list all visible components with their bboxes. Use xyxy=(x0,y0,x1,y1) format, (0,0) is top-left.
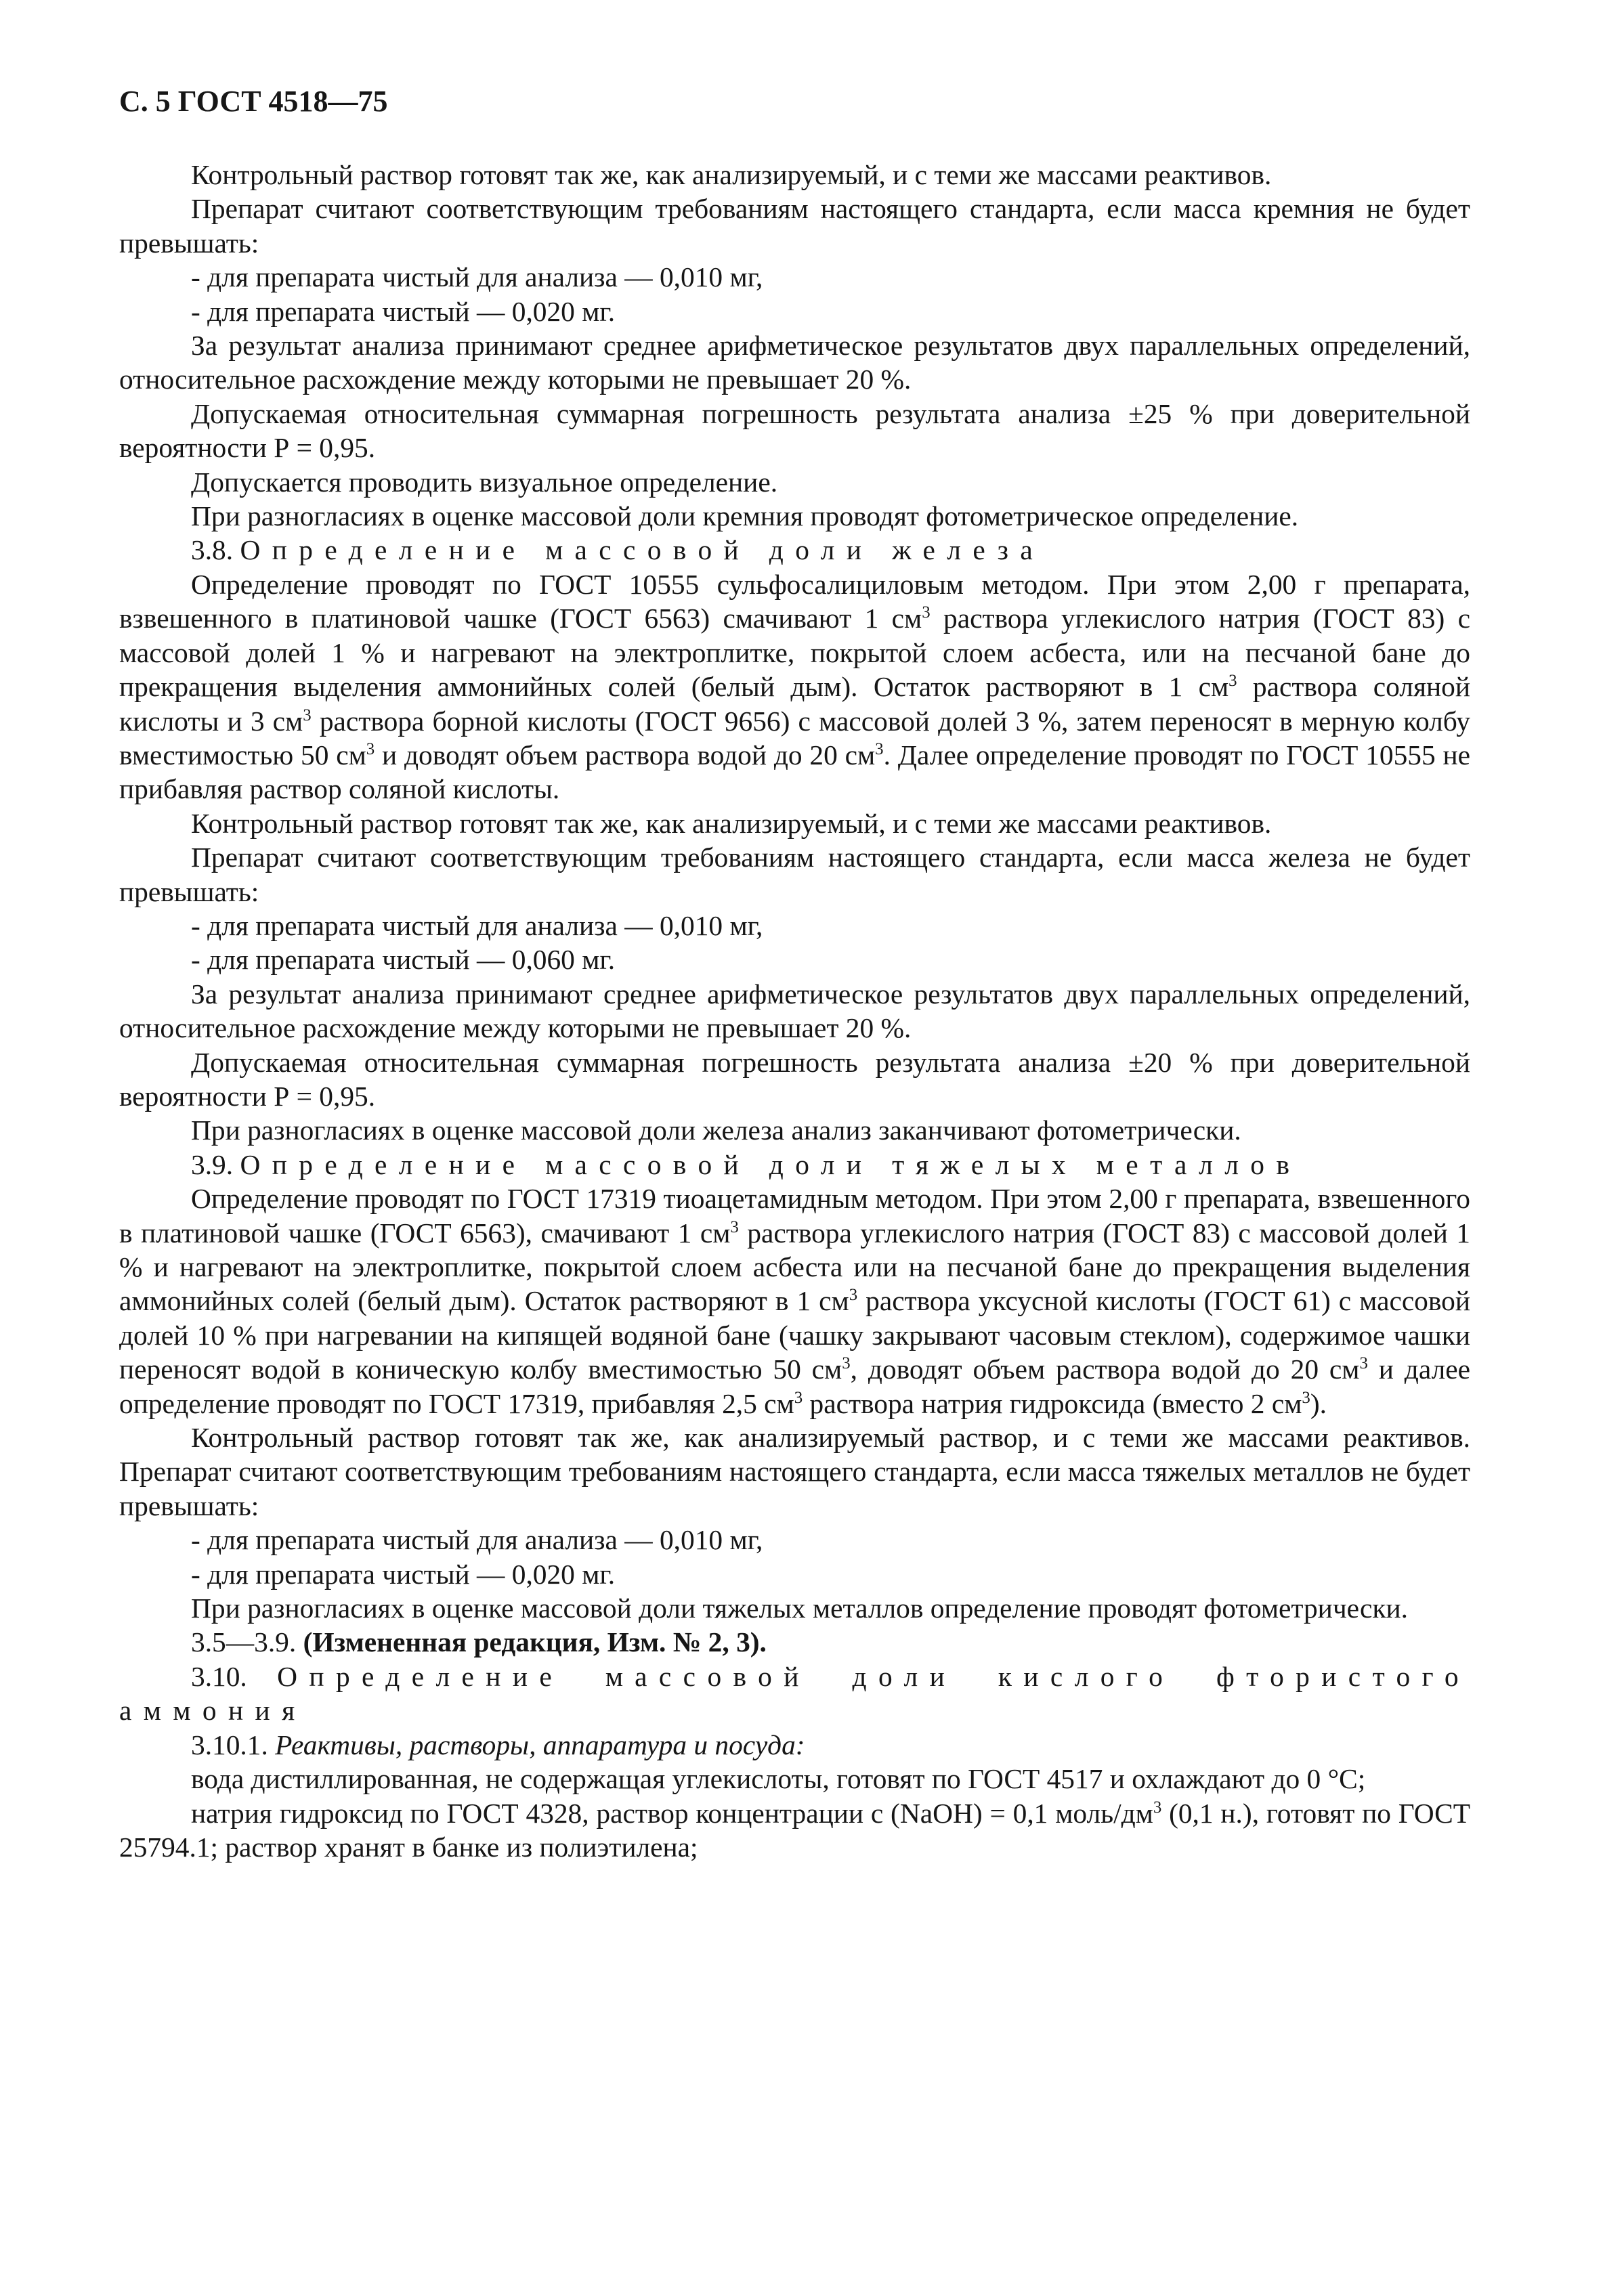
list-item: - для препарата чистый для анализа — 0,010 мг, xyxy=(191,909,763,941)
paragraph: Контрольный раствор готовят так же, как анализируемый, и с теми же массами реактивов. xyxy=(191,159,1272,190)
paragraph: Контрольный раствор готовят так же, как анализируемый, и с теми же массами реактивов. xyxy=(191,807,1272,839)
amendment-text: (Измененная редакция, Изм. № 2, 3). xyxy=(303,1626,767,1658)
paragraph: Допускаемая относительная суммарная погрешность результата анализа ±20 % при доверительной вероятности Р = 0,95. xyxy=(119,1046,1470,1112)
list-item: - для препарата чистый для анализа — 0,010 мг, xyxy=(191,1524,763,1556)
section-heading-3-8 xyxy=(119,533,1470,567)
paragraph: Определение проводят по ГОСТ 10555 сульфосалициловым методом. При этом 2,00 г препарата, взвешенного в платиновой чашке (ГОСТ 6563) смачивают 1 $см^3$ раствора углекислого натрия (ГОСТ 83) с массовой долей 1 % и нагревают на электроплитке, покрытой слоем асбеста, или на песчаной бане до прекращения выделения аммонийных солей (белый дым). Остаток растворяют в 1 $см^3$ раствора соляной кислоты и 3 $см^3$ раствора борной кислоты (ГОСТ 9656) с массовой долей 3 %, затем переносят в мерную колбу вместимостью 50 $см^3$ и доводят объем раствора водой до 20 $см^3$. Далее определение проводят по ГОСТ 10555 не прибавляя раствор соляной кислоты. xyxy=(119,568,1470,805)
paragraph: При разногласиях в оценке массовой доли тяжелых металлов определение проводят фотометрически. xyxy=(191,1593,1409,1624)
paragraph: Допускаемая относительная суммарная погрешность результата анализа ±25 % при доверительной вероятности Р = 0,95. xyxy=(119,397,1470,464)
subsection-heading xyxy=(119,1728,1470,1762)
paragraph: При разногласиях в оценке массовой доли кремния проводят фотометрическое определение. xyxy=(191,500,1299,532)
paragraph: натрия гидроксид по ГОСТ 4328, раствор концентрации с (NaOH) = 0,1 моль/$дм^3$ (0,1 н.), готовят по ГОСТ 25794.1; раствор хранят в банке из полиэтилена; xyxy=(119,1797,1470,1863)
paragraph: Допускается проводить визуальное определение. xyxy=(191,466,778,498)
paragraph: вода дистиллированная, не содержащая углекислоты, готовят по ГОСТ 4517 и охлаждают до 0 °С; xyxy=(191,1763,1366,1795)
paragraph: Препарат считают соответствующим требованиям настоящего стандарта, если масса железа не будет превышать: xyxy=(119,842,1470,907)
section-title: Определение массовой доли кислого фтористого аммония xyxy=(119,1660,1470,1727)
section-title: Определение массовой доли железа xyxy=(240,534,1045,566)
list-item: - для препарата чистый для анализа — 0,010 мг, xyxy=(191,261,763,293)
list-item: - для препарата чистый — 0,020 мг. xyxy=(191,295,616,327)
section-heading-3-9 xyxy=(119,1148,1470,1182)
list-item: - для препарата чистый — 0,020 мг. xyxy=(191,1558,616,1590)
section-title: Определение массовой доли тяжелых металлов xyxy=(240,1148,1302,1180)
section-heading-3-10 xyxy=(119,1660,1470,1728)
subsection-title: Реактивы, растворы, аппаратура и посуда: xyxy=(275,1729,805,1760)
document-page xyxy=(119,85,1470,1864)
section-number: 3.9. xyxy=(191,1148,234,1180)
paragraph: При разногласиях в оценке массовой доли железа анализ заканчивают фотометрически. xyxy=(191,1114,1241,1146)
section-number: 3.10. xyxy=(191,1660,247,1692)
subsection-number: 3.10.1. xyxy=(191,1729,276,1760)
amendment-note xyxy=(119,1625,1470,1659)
paragraph: Определение проводят по ГОСТ 17319 тиоацетамидным методом. При этом 2,00 г препарата, взвешенного в платиновой чашке (ГОСТ 6563), смачивают 1 $см^3$ раствора углекислого натрия (ГОСТ 83) с массовой долей 1 % и нагревают на электроплитке, покрытой слоем асбеста или на песчаной бане до прекращения выделения аммонийных солей (белый дым). Остаток растворяют в 1 $см^3$ раствора уксусной кислоты (ГОСТ 61) с массовой долей 10 % при нагревании на кипящей водяной бане (чашку закрывают часовым стеклом), содержимое чашки переносят водой в коническую колбу вместимостью 50 $см^3$, доводят объем раствора водой до 20 $см^3$ и далее определение проводят по ГОСТ 17319, прибавляя 2,5 $см^3$ раствора натрия гидроксида (вместо 2 $см^3$). xyxy=(119,1183,1470,1419)
page-header: С. 5 ГОСТ 4518—75 xyxy=(119,85,388,118)
paragraph: Контрольный раствор готовят так же, как анализируемый раствор, и с теми же массами реактивов. Препарат считают соответствующим требованиям настоящего стандарта, если масса тяжелых металлов не будет превышать: xyxy=(119,1422,1470,1521)
paragraph: Препарат считают соответствующим требованиям настоящего стандарта, если масса кремния не будет превышать: xyxy=(119,193,1470,259)
paragraph: За результат анализа принимают среднее арифметическое результатов двух параллельных определений, относительное расхождение между которыми не превышает 20 %. xyxy=(119,330,1470,395)
list-item: - для препарата чистый — 0,060 мг. xyxy=(191,944,616,976)
amendment-range: 3.5—3.9. xyxy=(191,1626,303,1658)
section-number: 3.8. xyxy=(191,534,234,566)
paragraph: За результат анализа принимают среднее арифметическое результатов двух параллельных определений, относительное расхождение между которыми не превышает 20 %. xyxy=(119,978,1470,1044)
